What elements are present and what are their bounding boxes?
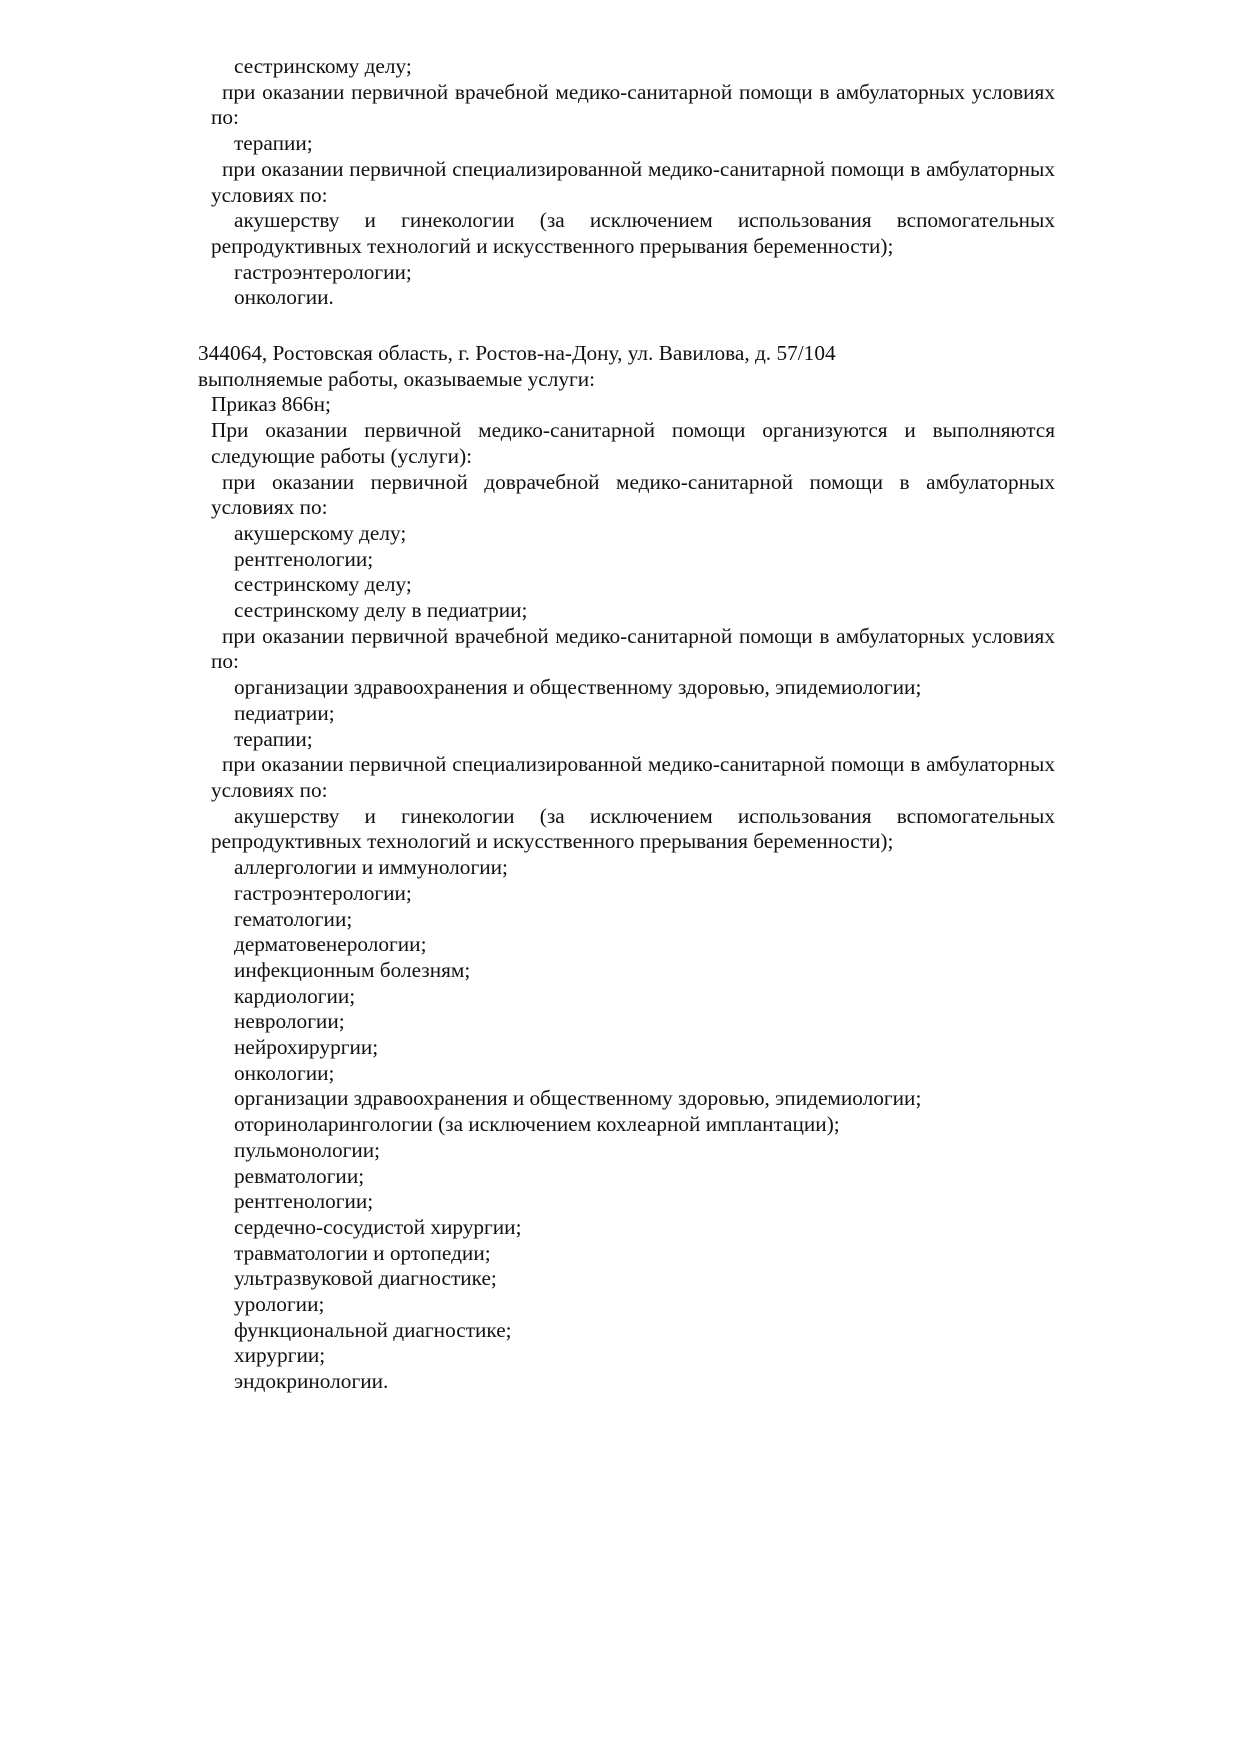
list-item: пульмонологии; — [234, 1137, 381, 1162]
list-item: инфекционным болезням; — [234, 957, 471, 982]
list-item: гематологии; — [234, 906, 353, 931]
list-item: акушерскому делу; — [234, 520, 407, 545]
list-item: сердечно-сосудистой хирургии; — [234, 1214, 522, 1239]
list-item: ревматологии; — [234, 1163, 365, 1188]
list-item: гастроэнтерологии; — [234, 259, 412, 284]
list-item: нейрохирургии; — [234, 1035, 379, 1060]
list-item: хирургии; — [234, 1343, 326, 1368]
list-item: педиатрии; — [234, 700, 335, 725]
list-item: эндокринологии. — [234, 1369, 389, 1394]
list-item: рентгенологии; — [234, 546, 374, 571]
list-item: функциональной диагностике; — [234, 1317, 512, 1342]
section-subheading: при оказании первичной специализированной медико-санитарной помощи в амбулаторных условиях по: — [211, 156, 1055, 207]
list-item: онкологии; — [234, 1060, 335, 1085]
list-item: терапии; — [234, 131, 313, 156]
list-item: организации здравоохранения и общественному здоровью, эпидемиологии; — [234, 675, 922, 700]
list-item: рентгенологии; — [234, 1189, 374, 1214]
list-item: сестринскому делу; — [234, 54, 412, 78]
list-item: сестринскому делу; — [234, 572, 412, 597]
list-item: кардиологии; — [234, 983, 356, 1008]
list-item: аллергологии и иммунологии; — [234, 855, 508, 880]
list-item: неврологии; — [234, 1009, 345, 1034]
document-page — [0, 54, 1241, 1395]
address-line: 344064, Ростовская область, г. Ростов-на-Дону, ул. Вавилова, д. 57/104 — [198, 341, 836, 366]
paragraph: При оказании первичной медико-санитарной помощи организуются и выполняются следующие работы (услуги): — [211, 418, 1055, 468]
list-item: дерматовенерологии; — [234, 932, 427, 957]
address-line: выполняемые работы, оказываемые услуги: — [198, 366, 596, 391]
list-item: оториноларингологии (за исключением кохлеарной имплантации); — [234, 1112, 840, 1137]
section-subheading: при оказании первичной доврачебной медико-санитарной помощи в амбулаторных условиях по: — [211, 469, 1055, 520]
list-item: травматологии и ортопедии; — [234, 1240, 491, 1265]
list-item: урологии; — [234, 1292, 325, 1317]
section-subheading: при оказании первичной специализированной медико-санитарной помощи в амбулаторных условиях по: — [211, 752, 1055, 802]
section-subheading: при оказании первичной врачебной медико-санитарной помощи в амбулаторных условиях по: — [211, 79, 1055, 130]
list-item: терапии; — [234, 726, 313, 751]
list-item: гастроэнтерологии; — [234, 880, 412, 905]
list-item: сестринскому делу в педиатрии; — [234, 598, 528, 623]
list-item: онкологии. — [234, 285, 334, 310]
paragraph: Приказ 866н; — [211, 392, 331, 417]
list-item: ультразвуковой диагностике; — [234, 1266, 497, 1291]
section-subheading: при оказании первичной врачебной медико-санитарной помощи в амбулаторных условиях по: — [211, 623, 1055, 674]
list-item: акушерству и гинекологии (за исключением использования вспомогательных репродуктивных технологий и искусственного прерывания беременности); — [211, 803, 1055, 854]
list-item: организации здравоохранения и общественному здоровью, эпидемиологии; — [234, 1086, 922, 1111]
list-item: акушерству и гинекологии (за исключением использования вспомогательных репродуктивных технологий и искусственного прерывания беременности); — [211, 208, 1055, 258]
blank-spacer — [0, 311, 1241, 341]
